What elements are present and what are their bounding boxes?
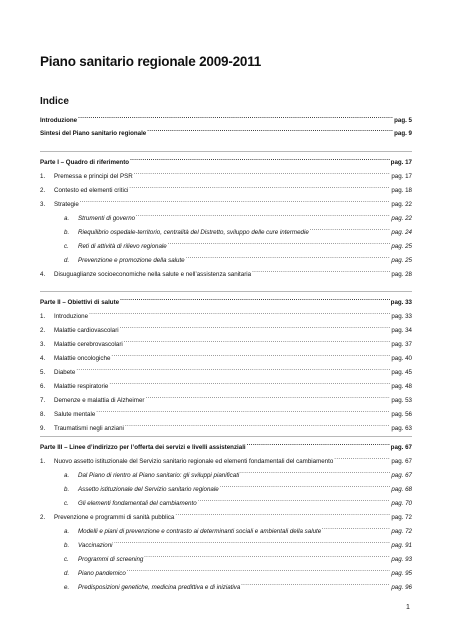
dot-leader <box>96 408 390 416</box>
dot-leader <box>198 497 391 505</box>
toc-entry-number: 9. <box>40 425 46 432</box>
toc-entry-label: Vaccinazioni <box>78 542 113 549</box>
toc-entry-number: 5. <box>40 369 46 376</box>
toc-entry[interactable] <box>40 296 412 304</box>
toc-entry-page: pag. 93 <box>391 556 412 563</box>
toc-entry[interactable] <box>40 170 412 178</box>
toc-entry-label: Traumatismi negli anziani <box>54 425 124 432</box>
dot-leader <box>127 567 391 575</box>
toc-entry-page: pag. 72 <box>391 528 412 535</box>
toc-entry-page: pag. 45 <box>391 369 412 376</box>
dot-leader <box>120 296 390 304</box>
toc-entry-page: pag. 33 <box>391 313 412 320</box>
toc-entry-number: a. <box>64 472 70 479</box>
toc-entry-page: pag. 67 <box>391 458 412 465</box>
toc-entry-number: 4. <box>40 271 46 278</box>
dot-leader <box>130 156 390 164</box>
dot-leader <box>252 268 390 276</box>
toc-entry[interactable] <box>64 581 412 589</box>
toc-entry-page: pag. 53 <box>391 397 412 404</box>
toc-entry-page: pag. 37 <box>391 341 412 348</box>
toc-entry-number: d. <box>64 570 70 577</box>
toc-entry-number: 8. <box>40 411 46 418</box>
dot-leader <box>241 581 390 589</box>
toc-entry[interactable] <box>64 254 412 262</box>
toc-entry-page: pag. 25 <box>391 243 412 250</box>
toc-entry-page: pag. 91 <box>391 542 412 549</box>
toc-entry-number: 2. <box>40 514 46 521</box>
toc-entry-label: Dal Piano di rientro al Piano sanitario: gli sviluppi pianificati <box>78 472 240 479</box>
toc-entry-number: 2. <box>40 187 46 194</box>
dot-leader <box>136 212 390 220</box>
toc-entry-number: c. <box>64 243 69 250</box>
toc-entry-label: Programmi di screening <box>78 556 144 563</box>
toc-entry-page: pag. 17 <box>390 159 412 166</box>
toc-entry-number: 2. <box>40 327 46 334</box>
toc-entry-page: pag. 22 <box>391 201 412 208</box>
dot-leader <box>322 525 390 533</box>
toc-entry-page: pag. 17 <box>391 173 412 180</box>
dot-leader <box>124 338 391 346</box>
toc-entry[interactable] <box>64 483 412 491</box>
toc-entry-label: Strategie <box>54 201 79 208</box>
toc-entry-label: Introduzione <box>54 313 89 320</box>
toc-entry-number: 1. <box>40 313 46 320</box>
toc-entry-page: pag. 33 <box>390 299 412 306</box>
toc-entry-label: Reti di attività di rilievo regionale <box>78 243 167 250</box>
toc-entry-label: Nuovo assetto istituzionale del Servizio sanitario regionale ed elementi fondamentali del cambiamento <box>54 458 334 465</box>
dot-leader <box>247 441 390 449</box>
toc-entry-page: pag. 24 <box>391 229 412 236</box>
toc-entry-number: 1. <box>40 458 46 465</box>
toc-entry-page: pag. 18 <box>391 187 412 194</box>
toc-entry-label: Parte I – Quadro di riferimento <box>40 159 130 166</box>
toc-entry-label: Parte III – Linee d’indirizzo per l’offerta dei servizi e livelli assistenziali <box>40 444 246 451</box>
toc-entry-label: Strumenti di governo <box>78 215 136 222</box>
dot-leader <box>109 380 390 388</box>
dot-leader <box>120 324 391 332</box>
toc-entry-number: 4. <box>40 355 46 362</box>
toc-entry[interactable] <box>40 511 412 519</box>
dot-leader <box>168 240 391 248</box>
dot-leader <box>144 553 390 561</box>
toc-entry[interactable] <box>40 127 412 135</box>
toc-entry-label: Malattie respiratorie <box>54 383 109 390</box>
toc-entry-page: pag. 72 <box>391 514 412 521</box>
toc-entry[interactable] <box>40 441 412 449</box>
dot-leader <box>240 469 390 477</box>
toc-entry[interactable] <box>40 198 412 206</box>
toc-entry-page: pag. 40 <box>391 355 412 362</box>
toc-entry-label: Introduzione <box>40 117 78 124</box>
toc-entry[interactable] <box>40 380 412 388</box>
toc-entry-number: 3. <box>40 201 46 208</box>
toc-entry[interactable] <box>64 567 412 575</box>
toc-entry-label: Malattie oncologiche <box>54 355 111 362</box>
page-number: 1 <box>406 604 410 611</box>
toc-entry-page: pag. 95 <box>391 570 412 577</box>
dot-leader <box>76 366 390 374</box>
toc-entry-page: pag. 28 <box>391 271 412 278</box>
toc-entry-page: pag. 63 <box>391 425 412 432</box>
toc-entry-page: pag. 9 <box>394 130 412 137</box>
toc-entry-label: Piano pandemico <box>78 570 126 577</box>
toc-entry[interactable] <box>64 525 412 533</box>
toc-entry[interactable] <box>64 240 412 248</box>
toc-entry[interactable] <box>40 324 412 332</box>
toc-entry-label: Contesto ed elementi critici <box>54 187 129 194</box>
toc-entry-number: d. <box>64 257 70 264</box>
toc-entry-number: a. <box>64 215 70 222</box>
dot-leader <box>220 483 391 491</box>
toc-entry[interactable] <box>40 408 412 416</box>
toc-entry-number: a. <box>64 528 70 535</box>
toc-entry[interactable] <box>40 184 412 192</box>
toc-entry[interactable] <box>64 469 412 477</box>
dot-leader <box>80 198 391 206</box>
toc-entry-number: 1. <box>40 173 46 180</box>
dot-leader <box>147 127 393 135</box>
toc-entry-page: pag. 68 <box>391 486 412 493</box>
toc-entry-label: Parte II – Obiettivi di salute <box>40 299 120 306</box>
toc-entry[interactable] <box>64 212 412 220</box>
toc-entry-label: Sintesi del Piano sanitario regionale <box>40 130 147 137</box>
toc-entry-label: Salute mentale <box>54 411 96 418</box>
dot-leader <box>125 422 390 430</box>
toc-entry-label: Malattie cardiovascolari <box>54 327 119 334</box>
dot-leader <box>145 394 390 402</box>
section-divider <box>40 151 412 152</box>
dot-leader <box>129 184 390 192</box>
dot-leader <box>114 539 391 547</box>
toc-entry[interactable] <box>40 455 412 463</box>
toc-entry[interactable] <box>64 539 412 547</box>
toc-entry[interactable] <box>40 422 412 430</box>
section-divider <box>40 291 412 292</box>
toc-entry-page: pag. 67 <box>390 444 412 451</box>
dot-leader <box>134 170 391 178</box>
toc-entry-number: b. <box>64 542 70 549</box>
dot-leader <box>111 352 390 360</box>
toc-entry-number: e. <box>64 584 70 591</box>
toc-entry-label: Assetto istituzionale del Servizio sanitario regionale <box>78 486 219 493</box>
toc-entry-page: pag. 34 <box>391 327 412 334</box>
toc-entry-number: b. <box>64 229 70 236</box>
toc-entry-page: pag. 56 <box>391 411 412 418</box>
toc-entry-page: pag. 25 <box>391 257 412 264</box>
toc-entry-label: Riequilibrio ospedale-territorio, centralità del Distretto, sviluppo delle cure intermedie <box>78 229 309 236</box>
toc-entry[interactable] <box>64 553 412 561</box>
toc-entry-label: Malattie cerebrovascolari <box>54 341 123 348</box>
toc-entry-label: Disuguaglianze socioeconomiche nella salute e nell’assistenza sanitaria <box>54 271 252 278</box>
toc-entry-page: pag. 67 <box>391 472 412 479</box>
toc-entry[interactable] <box>40 352 412 360</box>
toc-entry-label: Modelli e piani di prevenzione e contrasto ai determinanti sociali e ambientali della salute <box>78 528 322 535</box>
dot-leader <box>78 114 393 122</box>
toc-entry-number: c. <box>64 500 69 507</box>
dot-leader <box>89 310 390 318</box>
toc-entry-label: Demenze e malattia di Alzheimer <box>54 397 145 404</box>
toc-entry[interactable] <box>40 114 412 122</box>
toc-entry[interactable] <box>40 310 412 318</box>
toc-entry-number: c. <box>64 556 69 563</box>
toc-entry-page: pag. 5 <box>394 117 412 124</box>
toc-entry[interactable] <box>64 497 412 505</box>
toc-entry[interactable] <box>40 156 412 164</box>
toc-entry-page: pag. 96 <box>391 584 412 591</box>
toc-heading: Indice <box>40 96 69 107</box>
toc-entry[interactable] <box>40 338 412 346</box>
toc-entry[interactable] <box>40 366 412 374</box>
toc-entry-label: Diabete <box>54 369 76 376</box>
toc-entry[interactable] <box>40 268 412 276</box>
toc-entry-label: Premessa e principi del PSR <box>54 173 133 180</box>
dot-leader <box>175 511 390 519</box>
document-title: Piano sanitario regionale 2009-2011 <box>40 54 262 69</box>
toc-entry-label: Prevenzione e promozione della salute <box>78 257 185 264</box>
toc-entry-number: 6. <box>40 383 46 390</box>
toc-entry-page: pag. 48 <box>391 383 412 390</box>
toc-entry-number: 7. <box>40 397 46 404</box>
toc-entry-label: Predisposizioni genetiche, medicina predittiva e di iniziativa <box>78 584 241 591</box>
dot-leader <box>334 455 390 463</box>
toc-entry[interactable] <box>40 394 412 402</box>
dot-leader <box>310 226 391 234</box>
toc-entry-number: 3. <box>40 341 46 348</box>
section-divider <box>40 436 412 437</box>
toc-entry-label: Prevenzione e programmi di sanità pubblica <box>54 514 175 521</box>
toc-entry-page: pag. 70 <box>391 500 412 507</box>
toc-entry-page: pag. 22 <box>391 215 412 222</box>
toc-entry[interactable] <box>64 226 412 234</box>
dot-leader <box>186 254 391 262</box>
toc-entry-label: Gli elementi fondamentali del cambiamento <box>78 500 197 507</box>
toc-entry-number: b. <box>64 486 70 493</box>
